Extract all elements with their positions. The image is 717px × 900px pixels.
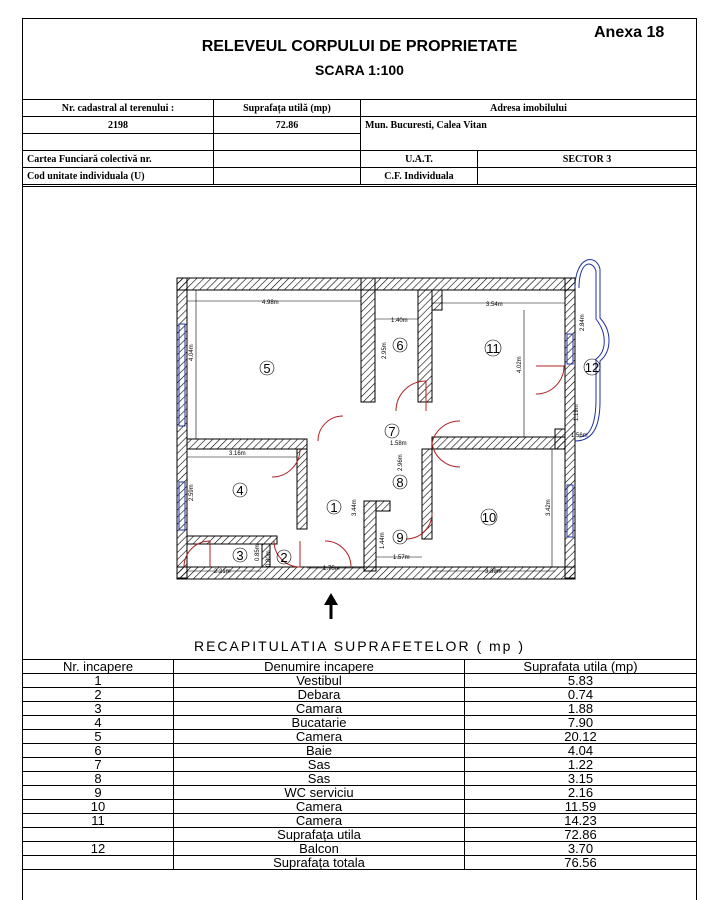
dim-label: 2.21m — [214, 569, 231, 575]
room-number: 3 — [236, 548, 244, 563]
row-name: Camera — [174, 814, 465, 828]
row-area: 5.83 — [465, 674, 697, 688]
col-header-area: Suprafata utila (mp) — [465, 660, 697, 674]
dim-label: 3.44m — [352, 499, 358, 516]
row-name: Debara — [174, 688, 465, 702]
row-nr: 2 — [23, 688, 174, 702]
room-number: 1 — [330, 500, 338, 515]
row-nr: 6 — [23, 744, 174, 758]
table-row — [23, 716, 697, 730]
table-row — [23, 744, 697, 758]
room-number: 12 — [584, 360, 600, 375]
dim-label: 3.54m — [486, 302, 503, 308]
total-label: Suprafața totala — [174, 856, 465, 870]
cadastral-label: Nr. cadastral al terenului : — [23, 100, 214, 117]
row-area: 1.88 — [465, 702, 697, 716]
dim-label: 1.75m — [323, 566, 340, 572]
row-nr: 10 — [23, 800, 174, 814]
dim-label: 2.59m — [189, 484, 195, 501]
row-nr: 7 — [23, 758, 174, 772]
row-nr: 9 — [23, 786, 174, 800]
row-area: 7.90 — [465, 716, 697, 730]
dim-label: 1.19m — [574, 404, 580, 421]
table-row — [23, 800, 697, 814]
row-nr: 1 — [23, 674, 174, 688]
cf-individual-label: C.F. Individuala — [361, 168, 478, 185]
blank-cell — [23, 134, 214, 151]
dim-label: 1.40m — [391, 318, 408, 324]
row-nr: 3 — [23, 702, 174, 716]
room-number: 8 — [396, 475, 404, 490]
room-number: 9 — [396, 530, 404, 545]
blank-cell — [23, 828, 174, 842]
table-row — [23, 786, 697, 800]
room-number: 7 — [388, 424, 396, 439]
row-area: 14.23 — [465, 814, 697, 828]
util-total-row — [23, 828, 697, 842]
blank-cell — [214, 134, 361, 151]
dim-label: 3.16m — [229, 451, 246, 457]
table-row — [23, 688, 697, 702]
col-header-nr: Nr. incapere — [23, 660, 174, 674]
dim-label: 0.80m — [266, 550, 272, 567]
row-area: 1.22 — [465, 758, 697, 772]
row-nr: 5 — [23, 730, 174, 744]
row-nr: 8 — [23, 772, 174, 786]
row-name: Camera — [174, 730, 465, 744]
dim-label: 0.85m — [255, 544, 261, 561]
dim-label: 4.98m — [262, 300, 279, 306]
cf-individual-value — [478, 168, 697, 185]
dim-label: 1.44m — [380, 532, 386, 549]
dim-label: 4.02m — [517, 356, 523, 373]
row-name: Bucatarie — [174, 716, 465, 730]
balcony-row — [23, 842, 697, 856]
address-value: Mun. Bucuresti, Calea Vitan — [361, 117, 697, 134]
dim-label: 4.04m — [189, 344, 195, 361]
row-nr: 11 — [23, 814, 174, 828]
row-area: 2.16 — [465, 786, 697, 800]
dim-label: 1.56m — [571, 433, 588, 439]
row-name: Sas — [174, 758, 465, 772]
room-number: 2 — [280, 550, 288, 565]
uat-label: U.A.T. — [361, 151, 478, 168]
row-area: 11.59 — [465, 800, 697, 814]
row-name: Balcon — [174, 842, 465, 856]
row-name: Baie — [174, 744, 465, 758]
row-nr: 12 — [23, 842, 174, 856]
scale-label: SCARA 1:100 — [315, 62, 404, 78]
total-value: 76.56 — [465, 856, 697, 870]
table-row — [23, 674, 697, 688]
row-area: 4.04 — [465, 744, 697, 758]
room-number: 4 — [236, 483, 244, 498]
uat-value: SECTOR 3 — [478, 151, 697, 168]
room-number: 5 — [263, 361, 271, 376]
blank-cell — [361, 134, 697, 151]
table-row — [23, 730, 697, 744]
recap-table — [22, 659, 697, 870]
row-area: 0.74 — [465, 688, 697, 702]
table-row — [23, 758, 697, 772]
cf-collective-label: Cartea Funciară colectivă nr. — [23, 151, 214, 168]
entrance-arrow-icon — [324, 593, 338, 619]
dim-label: 2.96m — [398, 454, 404, 471]
col-header-name: Denumire incapere — [174, 660, 465, 674]
area-value: 72.86 — [214, 117, 361, 134]
row-nr: 4 — [23, 716, 174, 730]
util-value: 72.86 — [465, 828, 697, 842]
table-row — [23, 814, 697, 828]
util-label: Suprafața utila — [174, 828, 465, 842]
dim-label: 1.57m — [393, 555, 410, 561]
annex-label: Anexa 18 — [594, 24, 665, 41]
dim-label: 2.84m — [580, 314, 586, 331]
room-number: 6 — [396, 338, 404, 353]
cadastral-value: 2198 — [23, 117, 214, 134]
row-name: WC serviciu — [174, 786, 465, 800]
recap-header-row — [23, 660, 697, 674]
blank-cell — [23, 856, 174, 870]
dimension-labels — [187, 290, 588, 575]
dim-label: 1.58m — [390, 441, 407, 447]
row-area: 3.15 — [465, 772, 697, 786]
cf-collective-value — [214, 151, 361, 168]
table-row — [23, 772, 697, 786]
dim-label: 3.42m — [546, 499, 552, 516]
row-area: 3.70 — [465, 842, 697, 856]
row-area: 20.12 — [465, 730, 697, 744]
row-name: Camara — [174, 702, 465, 716]
dim-label: 3.39m — [485, 569, 502, 575]
area-label: Suprafața utilă (mp) — [214, 100, 361, 117]
property-info-table — [22, 99, 697, 185]
document-title: RELEVEUL CORPULUI DE PROPRIETATE — [201, 38, 518, 55]
dim-label: 2.95m — [382, 342, 388, 359]
row-name: Sas — [174, 772, 465, 786]
table-row — [23, 702, 697, 716]
address-label: Adresa imobilului — [361, 100, 697, 117]
row-name: Vestibul — [174, 674, 465, 688]
room-number: 10 — [481, 510, 497, 525]
room-number: 11 — [486, 341, 500, 356]
floor-plan — [22, 186, 697, 626]
unit-code-label: Cod unitate individuala (U) — [23, 168, 214, 185]
floor-plan-drawing — [22, 187, 697, 627]
unit-code-value — [214, 168, 361, 185]
row-name: Camera — [174, 800, 465, 814]
walls — [177, 278, 575, 579]
recap-title: RECAPITULATIA SUPRAFETELOR ( mp ) — [193, 638, 525, 654]
room-markers — [233, 338, 600, 565]
grand-total-row — [23, 856, 697, 870]
